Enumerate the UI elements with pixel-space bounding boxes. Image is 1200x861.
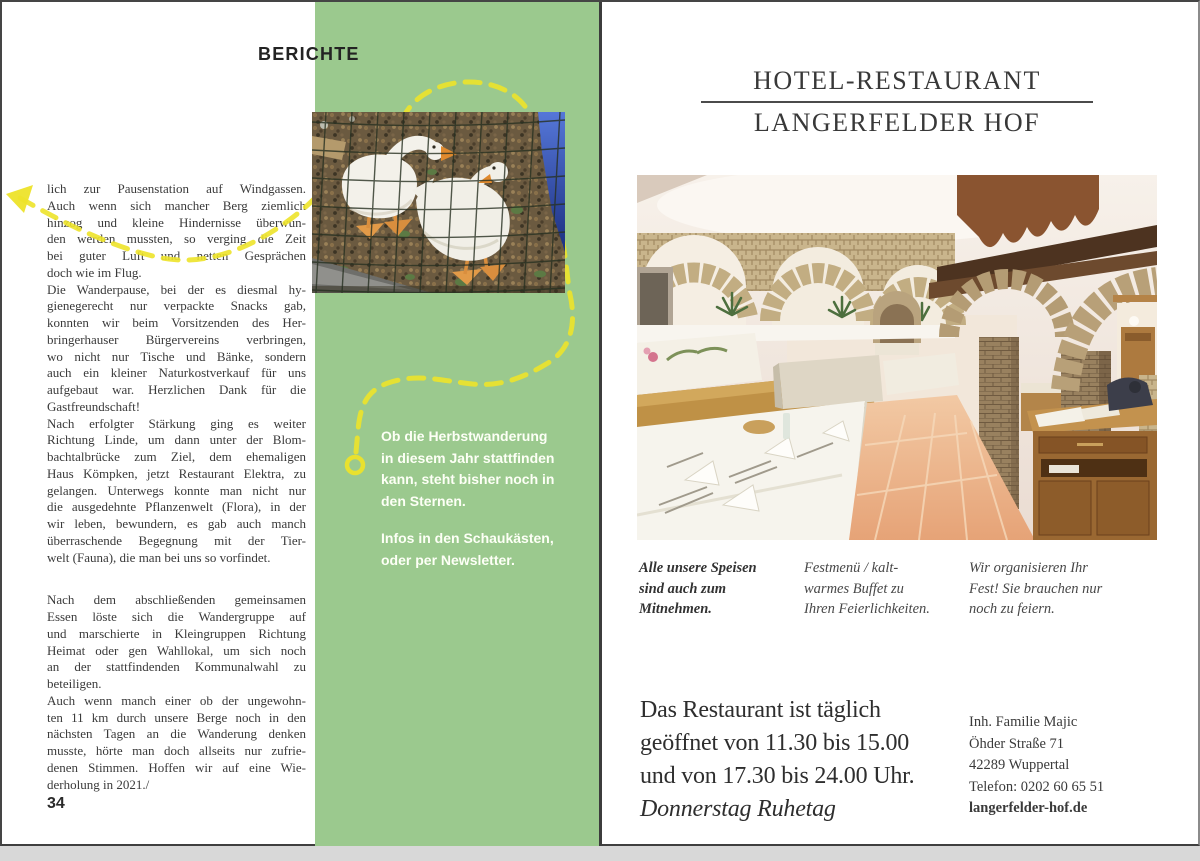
info-column-takeaway <box>639 558 804 620</box>
text-line: Nach erfolgter Stärkung ging es weiter <box>47 415 306 431</box>
text-line: überraschende Begegnung mit der Tier- <box>47 532 306 548</box>
text-line: Fest! Sie brauchen nur <box>969 580 1103 597</box>
text-line: hinzog und kleine Hindernisse überwun- <box>47 214 306 230</box>
section-label: BERICHTE <box>258 44 360 64</box>
text-line: derholung in 2021./ <box>47 776 150 792</box>
text-line: musste, hörte man doch allseits nur zufrie- <box>47 743 306 758</box>
text-line: nächsten Tagen an die Wanderung denken <box>47 726 306 742</box>
text-line: Ob die Herbstwanderung <box>381 428 548 444</box>
text-line: noch zu feiern. <box>969 601 1055 617</box>
text-line: kann, steht bisher noch in <box>381 471 555 487</box>
text-line: Inh. Familie Majic <box>969 714 1078 730</box>
text-line: Telefon: 0202 60 65 51 <box>969 778 1105 795</box>
text-line: Öhder Straße 71 <box>969 735 1065 752</box>
text-line: Gastfreundschaft! <box>47 398 141 414</box>
route-arrow-icon <box>6 185 33 213</box>
text-line: in diesem Jahr stattfinden <box>381 449 555 466</box>
text-line: wir leben, bewundern, es gab auch manch <box>47 516 306 531</box>
text-line: Ihren Feierlichkeiten. <box>804 601 930 617</box>
page-spine <box>599 2 602 846</box>
ad-title-line1: HOTEL-RESTAURANT <box>753 66 1041 95</box>
text-line: auch ein kleiner Naturkostverkauf für uns <box>47 365 306 381</box>
text-line: die ausgedehnte Pflanzenwelt (Flora), in der <box>47 499 306 515</box>
paragraph <box>47 592 306 693</box>
text-line: aufgebaut war. Herzlichen Dank für die <box>47 382 306 397</box>
text-line: bei guter Luft und netten Gesprächen <box>47 248 306 263</box>
heading-rule <box>701 101 1093 103</box>
geese-photo <box>312 112 565 293</box>
text-line: doch wie im Flug. <box>47 264 142 280</box>
text-line: Infos in den Schaukästen, <box>381 530 554 546</box>
info-column-fest <box>969 558 1134 620</box>
text-line: an der stattfindenden Kommunalwahl zu <box>47 659 306 675</box>
text-line: bachtalbrücke zum Ziel, dem ehemaligen <box>47 449 306 464</box>
note-infos <box>381 528 591 571</box>
note-herbstwanderung <box>381 426 591 512</box>
text-line: sind auch zum <box>639 580 727 597</box>
ad-title-line2: LANGERFELDER HOF <box>753 108 1041 137</box>
text-line: Heimat oder gen Wahllokal, um sich noch <box>47 642 306 658</box>
text-line: wo nicht nur Tische und Bänke, sondern <box>47 348 306 364</box>
scan-edge <box>0 846 1200 861</box>
info-column-buffet <box>804 558 969 620</box>
text-line: den werden mussten, so verging die Zeit <box>47 231 306 247</box>
text-line: ten 11 km durch unsere Berge noch in den <box>47 709 306 725</box>
text-line: 42289 Wuppertal <box>969 757 1070 773</box>
paragraph <box>47 282 306 416</box>
text-line: gienegerecht nur verpackte Snacks gab, <box>47 298 306 314</box>
text-line: konnten wir beim Vorsitzenden des Her- <box>47 315 306 330</box>
text-line: geöffnet von 11.30 bis 15.00 <box>640 730 910 756</box>
text-line: Festmenü / kalt- <box>804 560 899 576</box>
contact-block <box>969 712 1104 820</box>
text-line: gelangen. Unterwegs konnte man nicht nur <box>47 482 306 498</box>
text-line: Auch wenn sich mancher Berg ziemlich <box>47 197 306 213</box>
text-line: denen Stimmen. Hoffen wir auf eine Wie- <box>47 759 306 775</box>
text-line: lich zur Pausenstation auf Windgassen. <box>47 181 306 196</box>
ad-heading <box>637 64 1157 140</box>
paragraph <box>47 416 306 567</box>
text-line: Wir organisieren Ihr <box>969 560 1088 576</box>
text-line: beteiligen. <box>47 676 102 691</box>
text-line: oder per Newsletter. <box>381 551 515 568</box>
text-line: und marschierte in Kleingruppen Richtung <box>47 625 306 641</box>
text-line: Die Wanderpause, bei der es diesmal hy- <box>47 281 306 297</box>
closed-day: Donnerstag Ruhetag <box>640 796 836 822</box>
opening-hours-lines <box>640 694 914 793</box>
text-line: warmes Buffet zu <box>804 580 904 597</box>
text-line: und von 17.30 bis 24.00 Uhr. <box>640 763 915 789</box>
text-line: Das Restaurant ist täglich <box>640 697 881 723</box>
text-line: Alle unsere Speisen <box>639 560 757 576</box>
text-line: Richtung Linde, um dann unter der Blom- <box>47 432 306 448</box>
paragraph <box>47 693 306 794</box>
article-text <box>47 181 306 793</box>
contact-lines <box>969 712 1104 798</box>
text-line: Nach dem abschließenden gemeinsamen <box>47 592 306 608</box>
text-line: bringerhauser Bürgervereins verbringen, <box>47 331 306 347</box>
opening-hours <box>640 694 914 826</box>
page-number: 34 <box>47 795 65 812</box>
text-line: Haus Kömpken, jetzt Restaurant Elektra, zu <box>47 465 306 481</box>
text-line: welt (Fauna), die man bei uns so vorfindet. <box>47 549 271 565</box>
website: langerfelder-hof.de <box>969 800 1088 816</box>
text-line: den Sternen. <box>381 492 466 509</box>
text-line: Auch wenn manch einer ob der ungewohn- <box>47 692 306 708</box>
text-line: Essen löste sich die Wandergruppe auf <box>47 609 306 624</box>
green-panel-notes <box>381 426 591 571</box>
restaurant-photo <box>637 175 1157 540</box>
text-line: Mitnehmen. <box>639 601 712 617</box>
paragraph <box>47 181 306 282</box>
